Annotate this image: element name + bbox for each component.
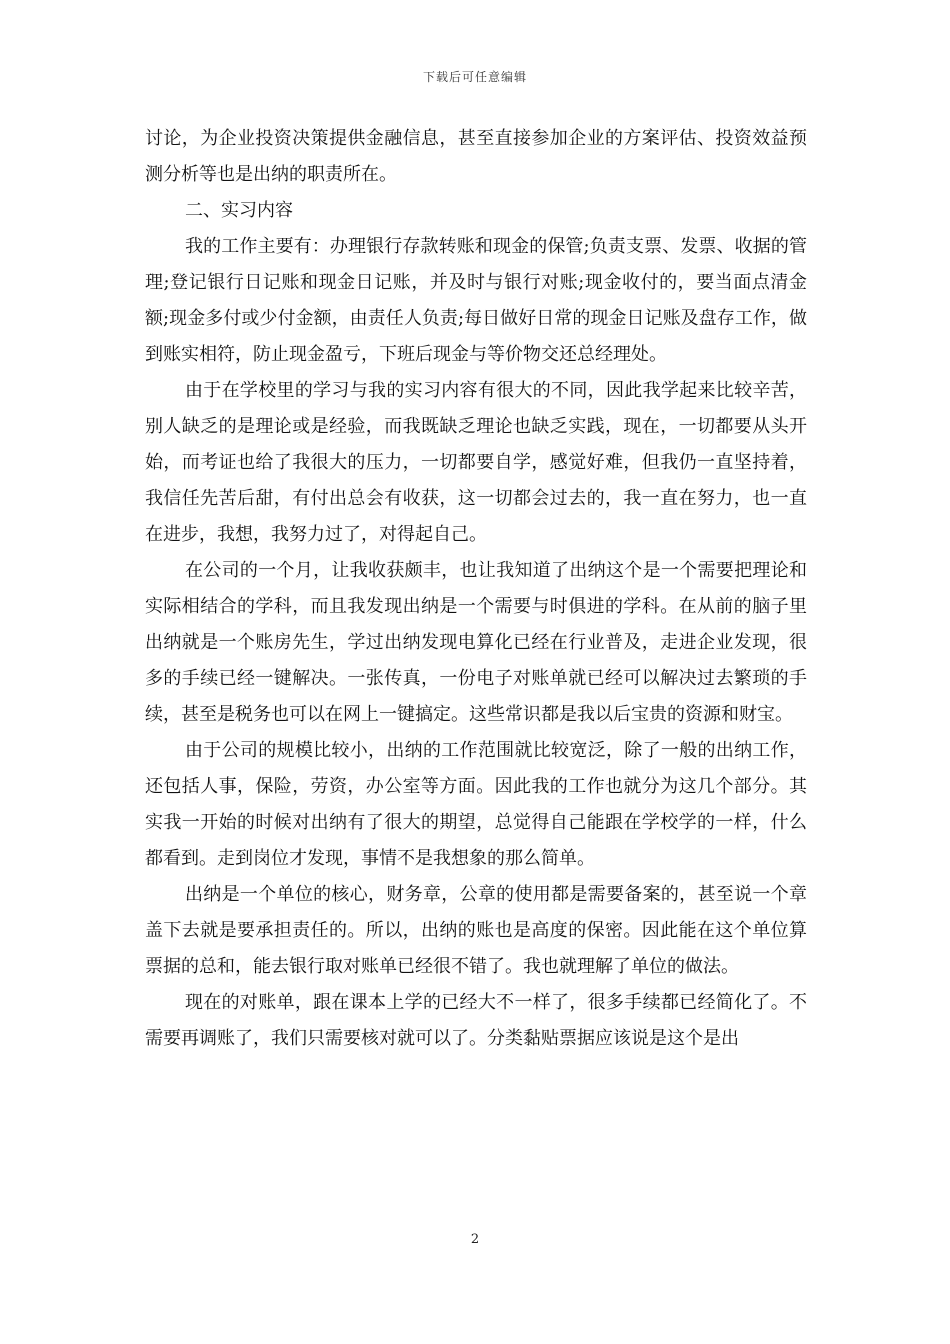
page-number: 2 (470, 1232, 480, 1247)
paragraph: 由于在学校里的学习与我的实习内容有很大的不同，因此我学起来比较辛苦，别人缺乏的是理论或是经验，而我既缺乏理论也缺乏实践，现在，一切都要从头开始，而考证也给了我很大的压力，一切都要自学，感觉好难，但我仍一直坚持着，我信任先苦后甜，有付出总会有收获，这一切都会过去的，我一直在努力，也一直在进步，我想，我努力过了，对得起自己。 (145, 380, 807, 545)
paragraph: 出纳是一个单位的核心，财务章，公章的使用都是需要备案的，甚至说一个章盖下去就是要承担责任的。所以，出纳的账也是高度的保密。因此能在这个单位算票据的总和，能去银行取对账单已经很不错了。我也就理解了单位的做法。 (145, 884, 807, 977)
paragraph: 我的工作主要有：办理银行存款转账和现金的保管;负责支票、发票、收据的管理;登记银行日记账和现金日记账，并及时与银行对账;现金收付的，要当面点清金额;现金多付或少付金额，由责任人负责;每日做好日常的现金日记账及盘存工作，做到账实相符，防止现金盈亏，下班后现金与等价物交还总经理处。 (145, 236, 807, 365)
document-body (145, 121, 807, 1057)
page-header: 下载后可任意编辑 (422, 70, 527, 84)
paragraph: 现在的对账单，跟在课本上学的已经大不一样了，很多手续都已经简化了。不需要再调账了，我们只需要核对就可以了。分类黏贴票据应该说是这个是出 (145, 992, 807, 1049)
paragraph: 由于公司的规模比较小，出纳的工作范围就比较宽泛，除了一般的出纳工作，还包括人事，保险，劳资，办公室等方面。因此我的工作也就分为这几个部分。其实我一开始的时候对出纳有了很大的期望，总觉得自己能跟在学校学的一样，什么都看到。走到岗位才发现，事情不是我想象的那么简单。 (145, 740, 807, 869)
paragraph: 在公司的一个月，让我收获颇丰，也让我知道了出纳这个是一个需要把理论和实际相结合的学科，而且我发现出纳是一个需要与时俱进的学科。在从前的脑子里出纳就是一个账房先生，学过出纳发现电算化已经在行业普及，走进企业发现，很多的手续已经一键解决。一张传真，一份电子对账单就已经可以解决过去繁琐的手续，甚至是税务也可以在网上一键搞定。这些常识都是我以后宝贵的资源和财宝。 (145, 560, 807, 725)
paragraph: 讨论，为企业投资决策提供金融信息，甚至直接参加企业的方案评估、投资效益预测分析等也是出纳的职责所在。 (145, 128, 807, 185)
section-heading: 二、实习内容 (185, 200, 293, 221)
